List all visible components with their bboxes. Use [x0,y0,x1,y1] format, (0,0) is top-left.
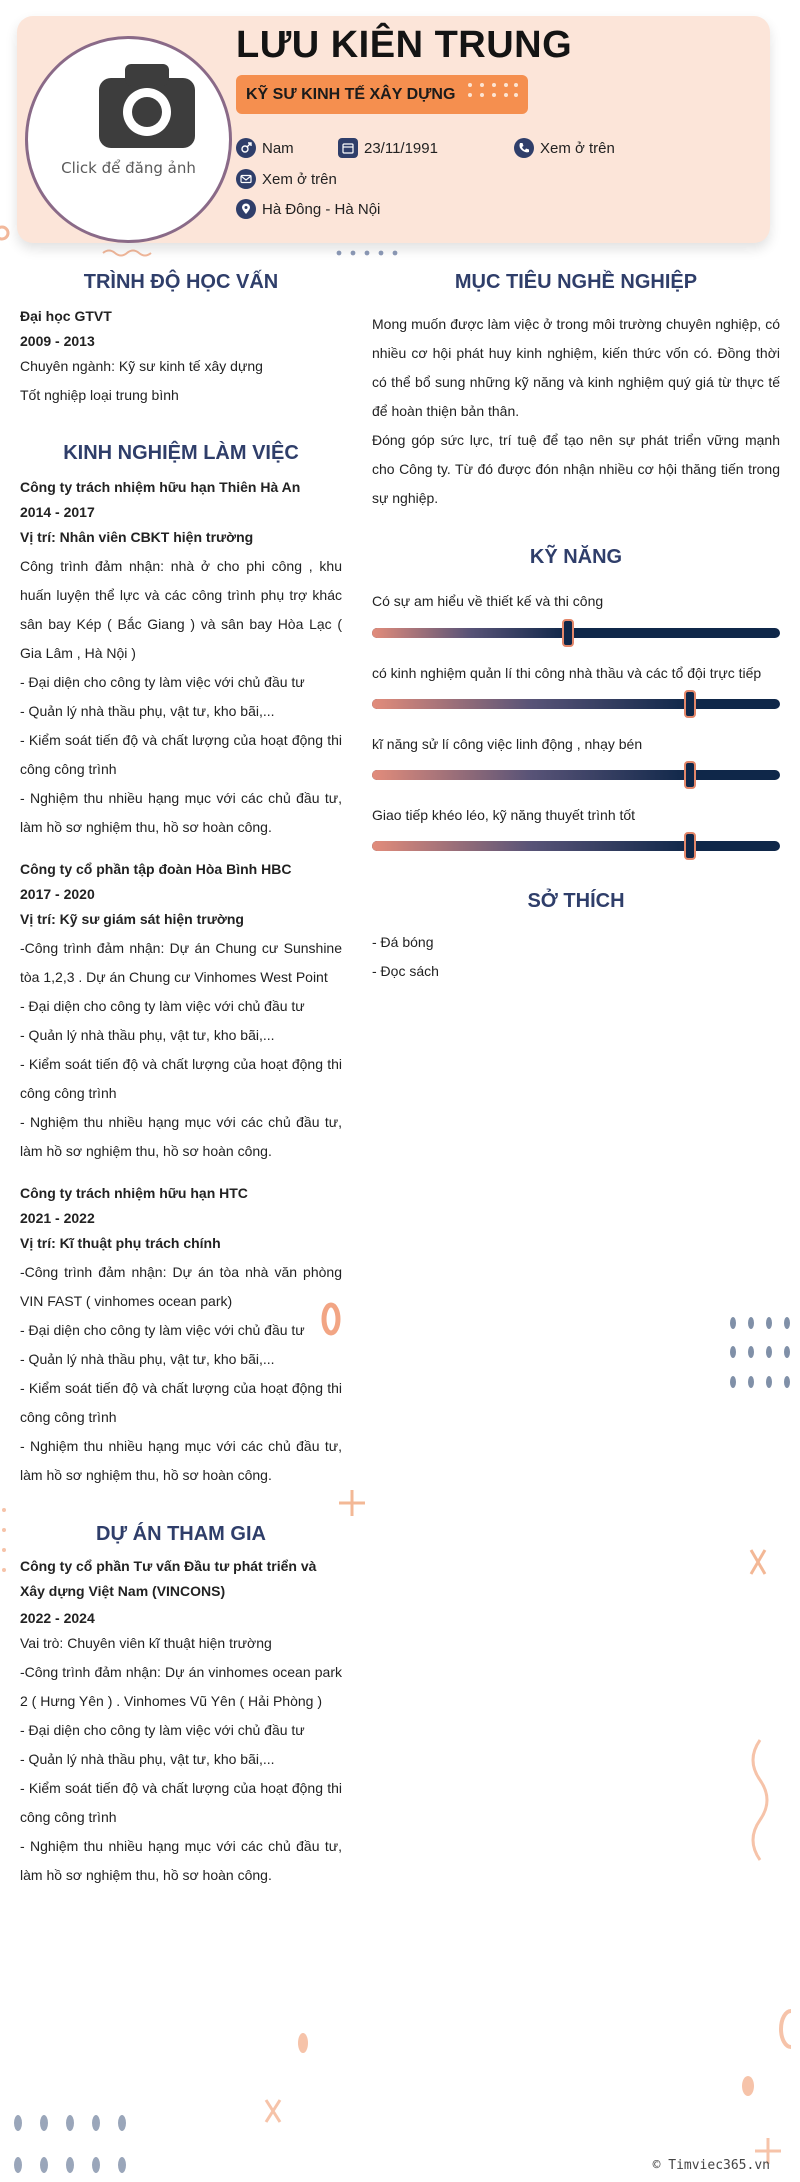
skill-label: Giao tiếp khéo léo, kỹ năng thuyết trình tốt [372,807,636,823]
info-email [236,169,337,189]
dob-value: 23/11/1991 [364,139,438,157]
project-detail: -Công trình đảm nhận: Dự án vinhomes ocean park 2 ( Hưng Yên ) . Vinhomes Vũ Yên ( Hải Phòng ) [20,1664,342,1709]
projects-heading: DỰ ÁN THAM GIA [96,1523,266,1545]
info-address [236,199,380,219]
project-detail: - Kiểm soát tiến độ và chất lượng của hoạt động thi công công trình [20,1780,342,1825]
gender-icon [236,138,256,158]
objective-heading: MỤC TIÊU NGHỀ NGHIỆP [454,271,698,293]
education-grade: Tốt nghiệp loại trung bình [20,387,179,403]
job-detail: - Quản lý nhà thầu phụ, vật tư, kho bãi,... [20,703,275,719]
email-value: Xem ở trên [262,170,337,188]
skills-heading: KỸ NĂNG [529,546,623,568]
skill-level-handle[interactable] [684,761,696,789]
job-position: Vị trí: Nhân viên CBKT hiện trường [20,529,254,545]
project-role: Vai trò: Chuyên viên kĩ thuật hiện trường [20,1635,272,1651]
job-company: Công ty trách nhiệm hữu hạn HTC [20,1185,248,1201]
calendar-icon [338,138,358,158]
hobby-item: - Đá bóng [372,934,434,950]
skill-label: kĩ năng sử lí công việc linh động , nhạy bén [372,736,643,752]
education-major: Chuyên ngành: Kỹ sư kinh tế xây dựng [20,358,263,374]
job-period: 2021 - 2022 [20,1210,95,1226]
job-detail: -Công trình đảm nhận: Dự án tòa nhà văn phòng VIN FAST ( vinhomes ocean park) [20,1264,342,1309]
decor-dot-grid-bottom-left [14,2115,126,2173]
job-detail: - Kiểm soát tiến độ và chất lượng của hoạt động thi công công trình [20,732,342,777]
avatar-upload[interactable] [25,36,232,243]
candidate-name: LƯU KIÊN TRUNG [236,24,573,66]
job-detail: - Nghiệm thu nhiều hạng mục với các chủ đầu tư, làm hồ sơ nghiệm thu, hồ sơ hoàn công. [20,790,342,835]
job-detail: - Kiểm soát tiến độ và chất lượng của hoạt động thi công công trình [20,1056,342,1101]
avatar-caption: Click để đăng ảnh [61,159,196,177]
job-detail: -Công trình đảm nhận: Dự án Chung cư Sunshine tòa 1,2,3 . Dự án Chung cư Vinhomes West Point [20,940,342,985]
skill-label: Có sự am hiểu về thiết kế và thi công [372,593,604,609]
decor-dots [466,81,518,107]
skill-level-handle[interactable] [562,619,574,647]
job-company: Công ty trách nhiệm hữu hạn Thiên Hà An [20,479,301,495]
job-detail: - Quản lý nhà thầu phụ, vật tư, kho bãi,... [20,1351,275,1367]
job-title-badge [236,75,528,114]
hobby-item: - Đọc sách [372,963,439,979]
footer-copyright: © Timviec365.vn [652,2158,770,2173]
job-detail: - Nghiệm thu nhiều hạng mục với các chủ đầu tư, làm hồ sơ nghiệm thu, hồ sơ hoàn công. [20,1114,342,1159]
education-school: Đại học GTVT [20,308,112,324]
skill-fill [372,699,690,709]
gender-value: Nam [262,139,294,157]
job-position: Vị trí: Kĩ thuật phụ trách chính [20,1235,221,1251]
phone-value: Xem ở trên [540,139,615,157]
skill-bar [372,770,780,780]
objective-paragraph: Đóng góp sức lực, trí tuệ để tạo nên sự phát triển vững mạnh cho Công ty. Từ đó được đón nhận nhiều cơ hội thăng tiến trong sự nghiệp. [372,432,780,506]
objective-paragraph: Mong muốn được làm việc ở trong môi trường chuyên nghiệp, có nhiều cơ hội phát huy kinh nghiệm, kiến thức vốn có. Đồng thời có thể bổ sung những kỹ năng và kinh nghiệm quý giá từ thực tế để hoàn thiện bản thân. [372,316,780,419]
job-detail: Công trình đảm nhận: nhà ở cho phi công , khu huấn luyện thể lực và các công trình phụ trợ khác sân bay Kép ( Bắc Giang ) và sân bay Hòa Lạc ( Gia Lâm , Hà Nội ) [20,558,342,661]
info-gender [236,138,294,158]
skill-bar [372,699,780,709]
job-detail: - Nghiệm thu nhiều hạng mục với các chủ đầu tư, làm hồ sơ nghiệm thu, hồ sơ hoàn công. [20,1438,342,1483]
job-detail: - Kiểm soát tiến độ và chất lượng của hoạt động thi công công trình [20,1380,342,1425]
info-dob [338,138,438,158]
skill-label: có kinh nghiệm quản lí thi công nhà thầu và các tổ đội trực tiếp [372,665,762,681]
skill-fill [372,770,690,780]
job-position: Vị trí: Kỹ sư giám sát hiện trường [20,911,244,927]
project-detail: - Đại diện cho công ty làm việc với chủ đầu tư [20,1722,305,1738]
skill-fill [372,628,568,638]
job-company: Công ty cổ phần tập đoàn Hòa Bình HBC [20,861,292,877]
skill-level-handle[interactable] [684,832,696,860]
job-period: 2017 - 2020 [20,886,95,902]
project-company: Công ty cổ phần Tư vấn Đầu tư phát triển và Xây dựng Việt Nam (VINCONS) [20,1558,317,1599]
job-detail: - Đại diện cho công ty làm việc với chủ đầu tư [20,1322,305,1338]
decor-dot-grid-right [730,1317,790,1388]
project-detail: - Nghiệm thu nhiều hạng mục với các chủ đầu tư, làm hồ sơ nghiệm thu, hồ sơ hoàn công. [20,1838,342,1883]
job-detail: - Đại diện cho công ty làm việc với chủ đầu tư [20,674,305,690]
education-period: 2009 - 2013 [20,333,95,349]
job-period: 2014 - 2017 [20,504,95,520]
address-value: Hà Đông - Hà Nội [262,200,381,218]
project-detail: - Quản lý nhà thầu phụ, vật tư, kho bãi,... [20,1751,275,1767]
job-detail: - Quản lý nhà thầu phụ, vật tư, kho bãi,... [20,1027,275,1043]
skill-fill [372,841,690,851]
hobbies-heading: SỞ THÍCH [527,890,625,912]
experience-heading: KINH NGHIỆM LÀM VIỆC [63,442,299,464]
skill-level-handle[interactable] [684,690,696,718]
education-heading: TRÌNH ĐỘ HỌC VẤN [83,271,279,293]
info-phone [514,138,615,158]
skill-bar [372,841,780,851]
job-title: KỸ SƯ KINH TẾ XÂY DỰNG [246,86,456,103]
project-period: 2022 - 2024 [20,1610,95,1626]
job-detail: - Đại diện cho công ty làm việc với chủ đầu tư [20,998,305,1014]
location-pin-icon [236,199,256,219]
phone-icon [514,138,534,158]
decor-wave [103,251,151,256]
email-icon [236,169,256,189]
skill-bar [372,628,780,638]
camera-icon [99,64,195,148]
